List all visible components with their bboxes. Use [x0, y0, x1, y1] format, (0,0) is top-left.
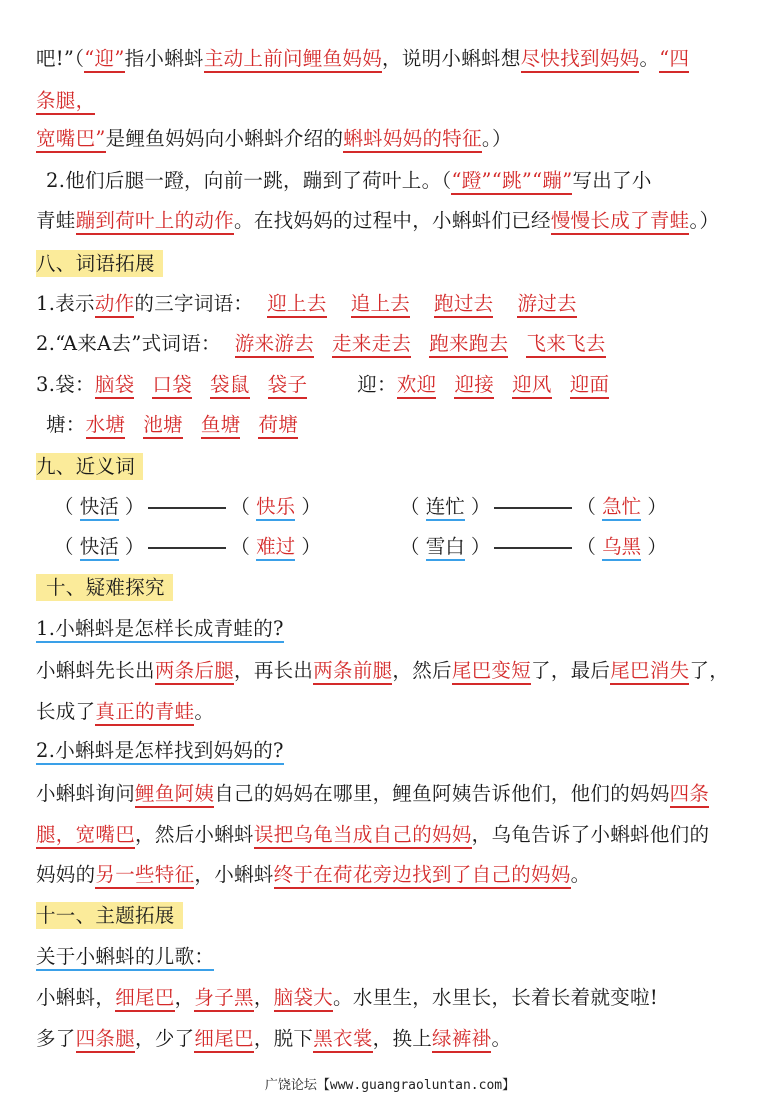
text: 写出了小 [572, 169, 652, 192]
intro-text: 关于小蝌蚪的儿歌： [36, 945, 214, 971]
dash-line [148, 507, 226, 509]
answer: 四条腿 [76, 1027, 135, 1053]
song-intro [36, 942, 754, 972]
text: 青蛙 [36, 209, 76, 232]
text: 3.袋： [36, 373, 95, 396]
answer-word: 快乐 [256, 495, 295, 521]
answer-word: 跑过去 [434, 292, 493, 318]
text: 长成了 [36, 700, 96, 723]
text: 。水里生，水里长，长着长着就变啦! [333, 986, 658, 1009]
text: 迎： [357, 373, 397, 396]
text: 。） [689, 209, 720, 232]
para-1-line-1 [36, 44, 754, 74]
answer-word: 迎面 [570, 373, 610, 399]
answer-word: 急忙 [602, 495, 641, 521]
answer-word: 迎接 [454, 373, 494, 399]
answer-1-line-2 [36, 697, 754, 727]
text: 小蝌蚪询问 [36, 782, 136, 805]
answer-2-line-2 [36, 820, 754, 850]
text: 。 [491, 1027, 512, 1050]
text: ，脱下 [253, 1027, 314, 1050]
answer: 尽快找到妈妈 [521, 47, 640, 73]
question-text: 1.小蝌蚪是怎样长成青蛙的? [36, 617, 284, 643]
answer: “蹬”“跳”“蹦” [451, 169, 572, 195]
answer-word: 追上去 [351, 292, 410, 318]
dash-line [494, 507, 572, 509]
section-title: 九、近义词 [36, 453, 143, 480]
text: ，然后小蝌蚪 [135, 823, 254, 846]
text: 了，最后 [531, 659, 611, 682]
answer: 两条前腿 [313, 659, 392, 685]
text: 2.“A来A去”式词语： [36, 332, 221, 355]
text: 是鲤鱼妈妈向小蝌蚪介绍的 [105, 127, 344, 150]
synonym-pair: （ 快活 ） （ 快乐 ） [54, 492, 321, 522]
synonym-pair: （ 连忙 ） （ 急忙 ） [400, 492, 667, 522]
answer-word: 袋鼠 [210, 373, 250, 399]
text: 小蝌蚪先长出 [36, 659, 155, 682]
answer: 绿裤褂 [432, 1027, 491, 1053]
song-line-2 [36, 1024, 754, 1054]
text: 小蝌蚪， [36, 986, 116, 1009]
para-2-line-2 [36, 206, 754, 236]
answer-word: 脑袋 [95, 373, 135, 399]
text: 塘： [46, 413, 86, 436]
answer: 脑袋大 [274, 986, 333, 1012]
text: 妈妈的 [36, 863, 96, 886]
section-9-heading [36, 452, 754, 482]
answer-2-line-3 [36, 860, 754, 890]
question-text: 2.小蝌蚪是怎样找到妈妈的? [36, 739, 284, 765]
text: 了， [689, 659, 730, 682]
answer-word: 乌黑 [602, 535, 641, 561]
section-8-heading [36, 249, 754, 279]
answer: 黑衣裳 [313, 1027, 372, 1053]
answer: “四 [659, 47, 689, 73]
answer-word: 鱼塘 [201, 413, 241, 439]
para-1-line-3 [36, 124, 754, 154]
answer-word: 跑来跑去 [429, 332, 508, 358]
synonym-pair: （ 快活 ） （ 难过 ） [54, 532, 321, 562]
sec8-line-3 [36, 370, 754, 400]
answer-word: 迎上去 [267, 292, 326, 318]
text: ，说明小蝌蚪想 [382, 47, 521, 70]
text: ，乌龟告诉了小蝌蚪他们的 [471, 823, 710, 846]
answer: 另一些特征 [95, 863, 194, 889]
answer: 尾巴变短 [452, 659, 531, 685]
text: 。 [639, 47, 660, 70]
section-11-heading [36, 901, 754, 931]
sec8-line-2 [36, 329, 754, 359]
text: ，再长出 [234, 659, 314, 682]
answer-word: 游过去 [517, 292, 576, 318]
dash-line [148, 547, 226, 549]
answer-word: 游来游去 [235, 332, 314, 358]
answer: 尾巴消失 [610, 659, 689, 685]
answer-word: 池塘 [143, 413, 183, 439]
answer-word: 荷塘 [258, 413, 298, 439]
dash-line [494, 547, 572, 549]
section-title: 十一、主题拓展 [36, 902, 183, 929]
text: 吧!”（ [36, 47, 85, 70]
text: 指小蝌蚪 [124, 47, 204, 70]
text: 多了 [36, 1027, 76, 1050]
text: ，少了 [135, 1027, 195, 1050]
answer-1-line-1 [36, 656, 754, 686]
para-2-line-1 [46, 166, 754, 196]
sec8-line-4 [46, 410, 754, 440]
section-title: 八、词语拓展 [36, 250, 163, 277]
answer: 身子黑 [194, 986, 253, 1012]
answer: 四条 [670, 782, 710, 808]
answer: 宽嘴巴” [36, 127, 106, 153]
synonym-pair: （ 雪白 ） （ 乌黑 ） [400, 532, 667, 562]
text: 自己的妈妈在哪里，鲤鱼阿姨告诉他们，他们的妈妈 [214, 782, 670, 805]
answer-word: 难过 [256, 535, 295, 561]
question-1 [36, 614, 754, 644]
section-title: 十、疑难探究 [36, 574, 173, 601]
answer-word: 水塘 [86, 413, 126, 439]
answer: 慢慢长成了青蛙 [551, 209, 690, 235]
question-2 [36, 736, 754, 766]
answer: 两条后腿 [155, 659, 234, 685]
word: 快活 [80, 535, 119, 561]
text: ，然后 [392, 659, 452, 682]
answer: 条腿， [36, 89, 95, 115]
answer: 腿，宽嘴巴 [36, 823, 135, 849]
text: 2.他们后腿一蹬，向前一跳，蹦到了荷叶上。（ [46, 169, 452, 192]
text: ，小蝌蚪 [194, 863, 274, 886]
text: 。 [570, 863, 591, 886]
answer-2-line-1 [36, 779, 754, 809]
text: 1.表示 [36, 292, 95, 315]
word: 连忙 [426, 495, 465, 521]
text: 。） [481, 127, 512, 150]
answer-word: 迎风 [512, 373, 552, 399]
answer: 细尾巴 [115, 986, 174, 1012]
section-10-heading [36, 573, 754, 603]
answer: 终于在荷花旁边找到了自己的妈妈 [274, 863, 571, 889]
text: 。 [194, 700, 215, 723]
answer: 蝌蚪妈妈的特征 [343, 127, 482, 153]
text: 。在找妈妈的过程中，小蝌蚪们已经 [234, 209, 551, 232]
footer-watermark: 广饶论坛【www.guangraoluntan.com】 [264, 1078, 516, 1093]
answer: 蹦到荷叶上的动作 [76, 209, 234, 235]
answer-word: 走来走去 [332, 332, 411, 358]
text: ， [253, 986, 274, 1009]
answer: 真正的青蛙 [95, 700, 194, 726]
song-line-1 [36, 983, 754, 1013]
answer-word: 袋子 [268, 373, 308, 399]
answer: 细尾巴 [194, 1027, 253, 1053]
sec8-line-1 [36, 289, 754, 319]
para-1-line-2 [36, 86, 754, 116]
text: ， [174, 986, 195, 1009]
word: 快活 [80, 495, 119, 521]
answer: 主动上前问鲤鱼妈妈 [204, 47, 382, 73]
text: 的三字词语： [134, 292, 254, 315]
answer: “迎” [84, 47, 124, 73]
answer-word: 飞来飞去 [526, 332, 605, 358]
answer-word: 口袋 [152, 373, 192, 399]
answer: 误把乌龟当成自己的妈妈 [254, 823, 472, 849]
answer: 动作 [95, 292, 135, 318]
answer: 鲤鱼阿姨 [135, 782, 214, 808]
word: 雪白 [426, 535, 465, 561]
answer-word: 欢迎 [397, 373, 437, 399]
text: ，换上 [372, 1027, 433, 1050]
